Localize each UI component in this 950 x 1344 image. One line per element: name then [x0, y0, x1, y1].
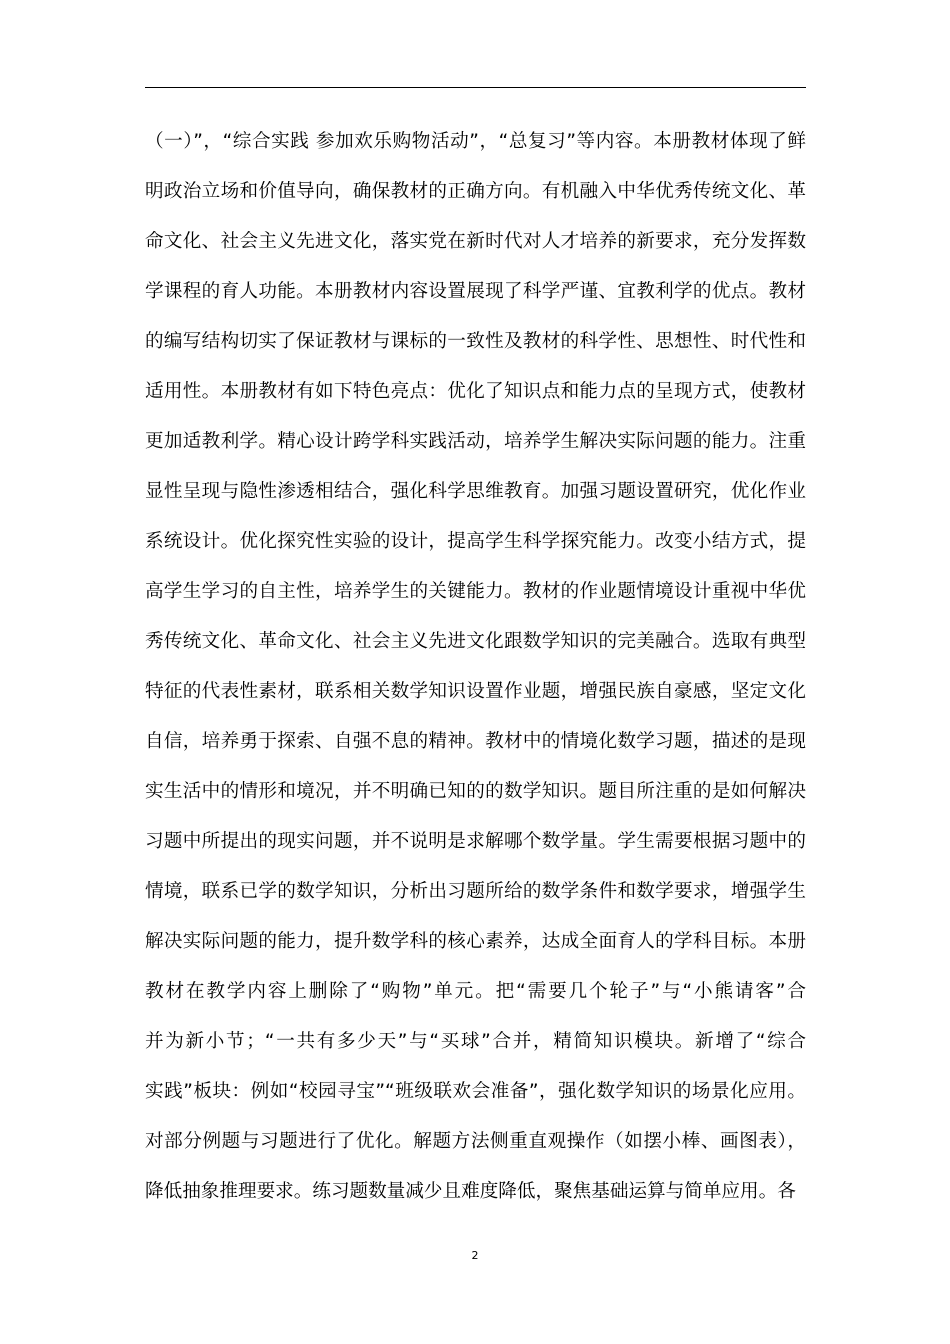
- page-number: 2: [471, 1249, 479, 1262]
- text-line: 适用性。本册教材有如下特色亮点：优化了知识点和能力点的呈现方式，使教材: [145, 381, 806, 402]
- text-line: 实践”板块：例如“校园寻宝”“班级联欢会准备”，强化数学知识的场景化应用。: [145, 1081, 806, 1102]
- text-line: 自信，培养勇于探索、自强不息的精神。教材中的情境化数学习题，描述的是现: [145, 731, 806, 752]
- text-line: 秀传统文化、革命文化、社会主义先进文化跟数学知识的完美融合。选取有典型: [145, 631, 806, 652]
- text-line: 情境，联系已学的数学知识，分析出习题所给的数学条件和数学要求，增强学生: [145, 881, 806, 902]
- body-paragraph: [145, 122, 806, 1222]
- text-line: 并为新小节；“一共有多少天”与“买球”合并，精简知识模块。新增了“综合: [145, 1031, 806, 1052]
- text-line: 明政治立场和价值导向，确保教材的正确方向。有机融入中华优秀传统文化、革: [145, 181, 806, 202]
- text-line: 命文化、社会主义先进文化，落实党在新时代对人才培养的新要求，充分发挥数: [145, 231, 806, 252]
- text-line: 实生活中的情形和境况，并不明确已知的的数学知识。题目所注重的是如何解决: [145, 781, 806, 802]
- header-rule: [145, 87, 806, 88]
- text-line: 习题中所提出的现实问题，并不说明是求解哪个数学量。学生需要根据习题中的: [145, 831, 806, 852]
- text-line: 的编写结构切实了保证教材与课标的一致性及教材的科学性、思想性、时代性和: [145, 331, 806, 352]
- text-line: 对部分例题与习题进行了优化。解题方法侧重直观操作（如摆小棒、画图表），: [145, 1131, 806, 1152]
- text-line: 学课程的育人功能。本册教材内容设置展现了科学严谨、宜教利学的优点。教材: [145, 281, 806, 302]
- text-line: 解决实际问题的能力，提升数学科的核心素养，达成全面育人的学科目标。本册: [145, 931, 806, 952]
- text-line: 显性呈现与隐性渗透相结合，强化科学思维教育。加强习题设置研究，优化作业: [145, 481, 806, 502]
- text-line: 高学生学习的自主性，培养学生的关键能力。教材的作业题情境设计重视中华优: [145, 581, 806, 602]
- text-line: 更加适教利学。精心设计跨学科实践活动，培养学生解决实际问题的能力。注重: [145, 431, 806, 452]
- text-line: 教材在教学内容上删除了“购物”单元。把“需要几个轮子”与“小熊请客”合: [145, 981, 806, 1002]
- text-line: （一）”，“综合实践 参加欢乐购物活动”，“总复习”等内容。本册教材体现了鲜: [145, 131, 806, 152]
- text-line: 特征的代表性素材，联系相关数学知识设置作业题，增强民族自豪感，坚定文化: [145, 681, 806, 702]
- text-line: 系统设计。优化探究性实验的设计，提高学生科学探究能力。改变小结方式，提: [145, 531, 806, 552]
- text-line: 降低抽象推理要求。练习题数量减少且难度降低，聚焦基础运算与简单应用。各: [145, 1181, 796, 1202]
